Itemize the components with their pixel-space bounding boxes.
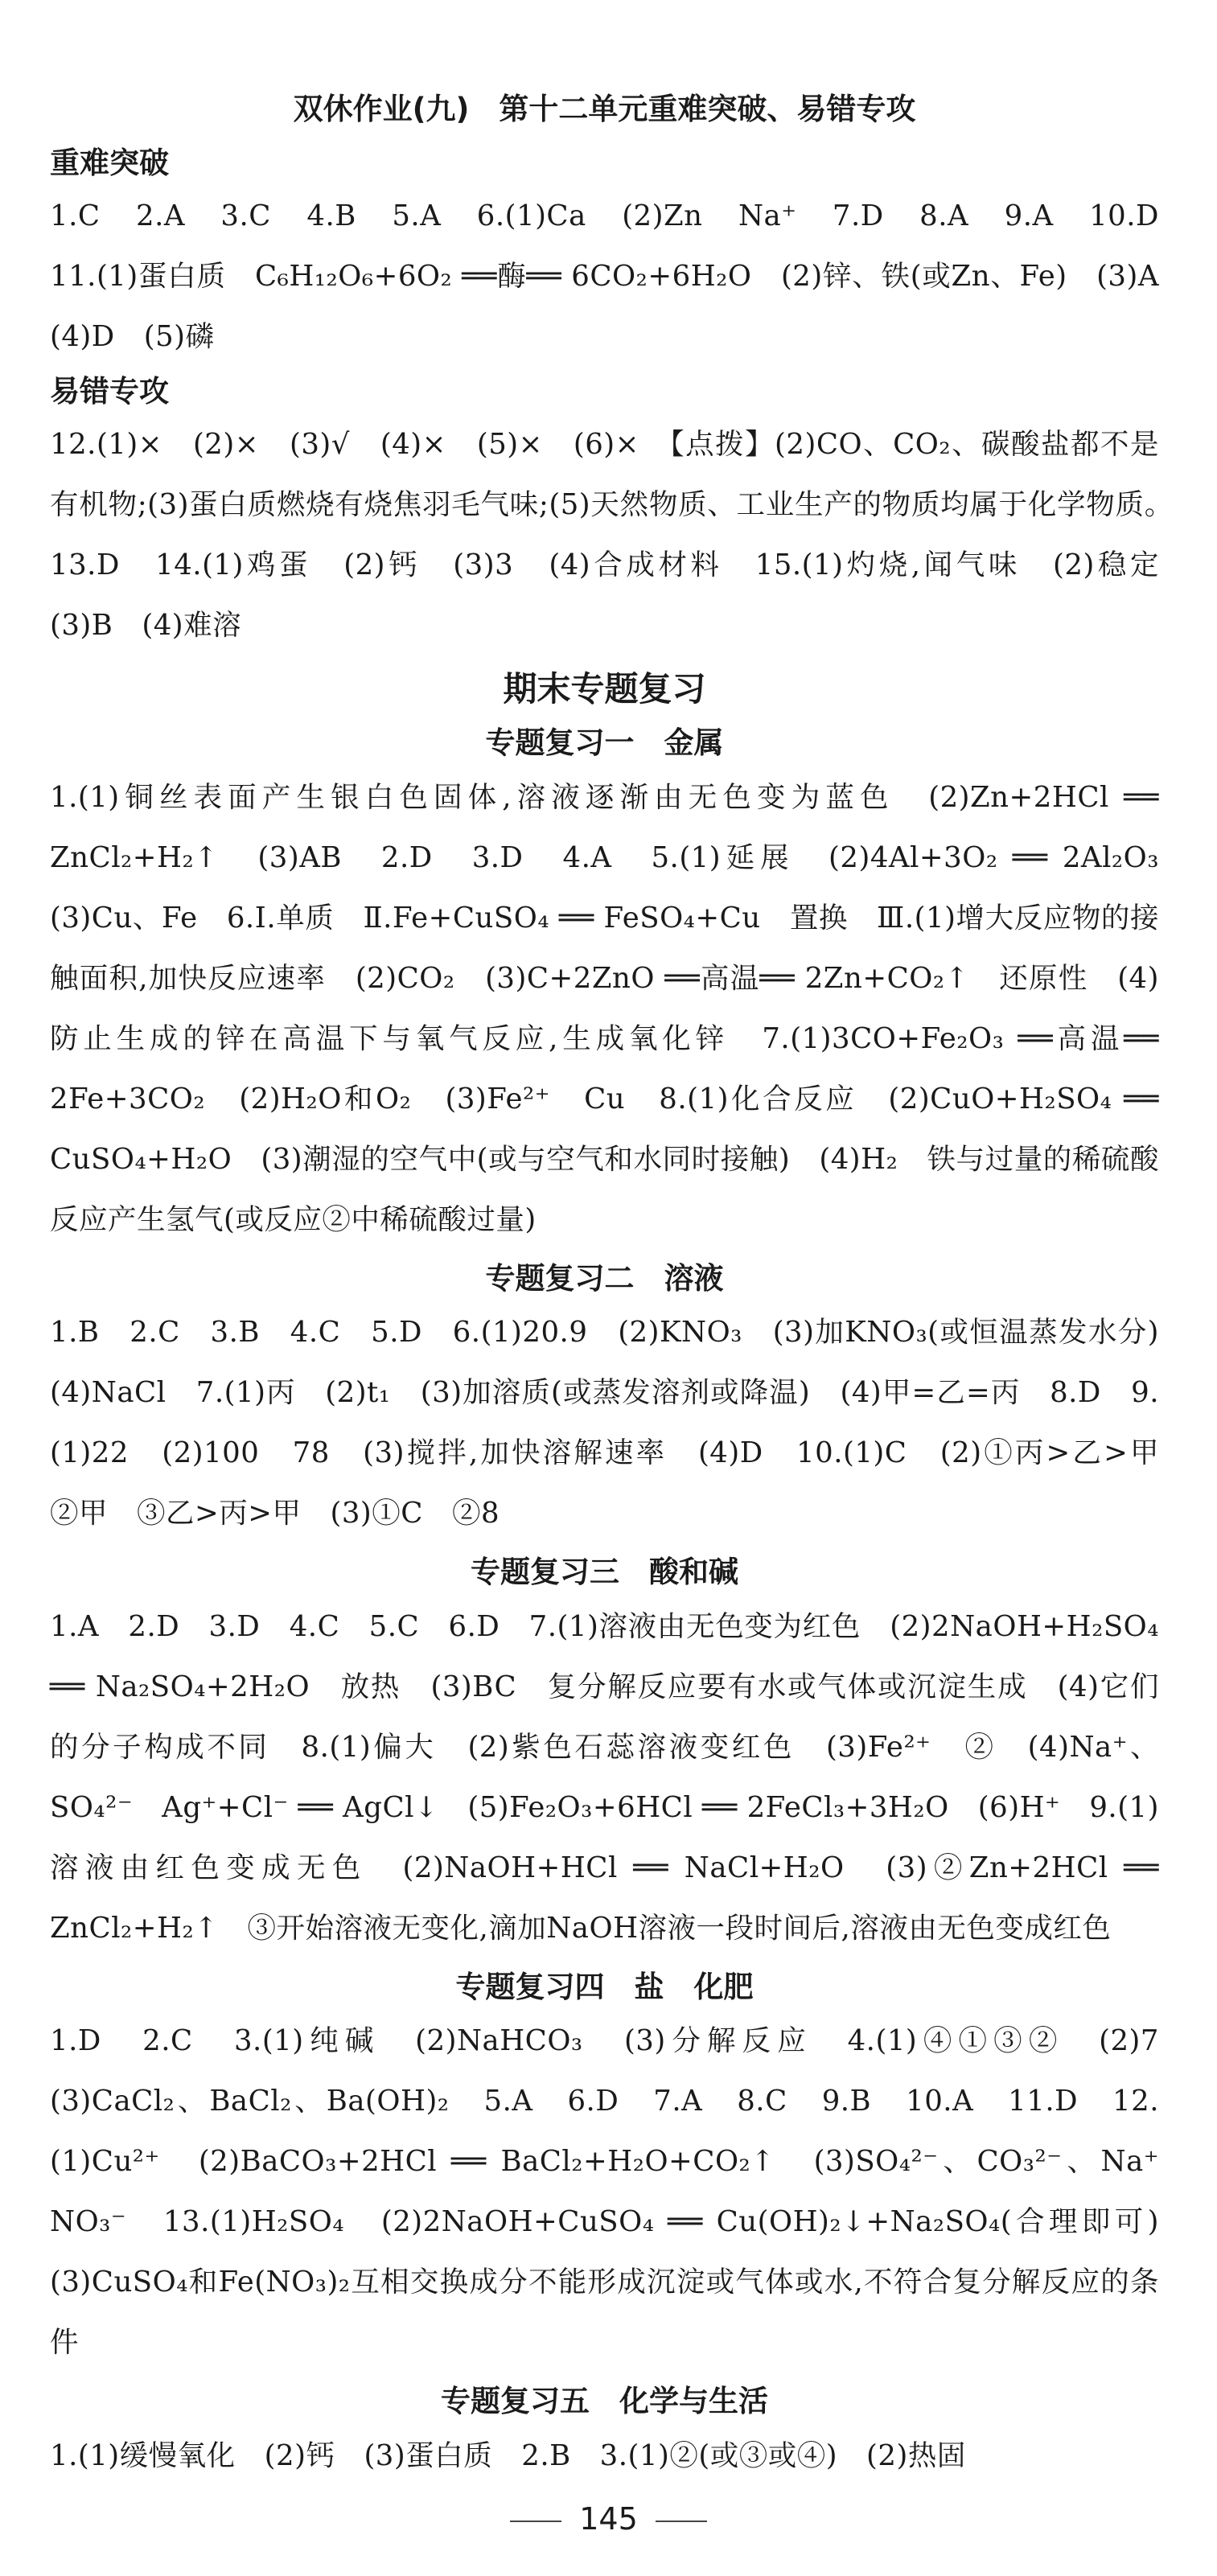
page-title: 双休作业(九) 第十二单元重难突破、易错专攻 (293, 92, 916, 126)
sub-heading-error-prone: 易错专攻 (50, 373, 169, 409)
topic-title-solutions: 专题复习二 溶液 (485, 1260, 724, 1296)
answers-solutions: 1.B 2.C 3.B 4.C 5.D 6.(1)20.9 (2)KNO₃ (3)加KNO₃(或恒温蒸发水分) (4)NaCl 7.(1)丙 (2)t₁ (3)加溶质(或蒸发溶剂或降温) (4)甲=乙=丙 8.D 9.(1)22 (2)100 78 (3)搅拌,加快溶解速率 (4)D 10.(1)C (2)①丙>乙>甲 ②甲 ③乙>丙>甲 (3)①C ②8 (50, 1316, 1189, 1530)
answers-key-difficulties: 1.C 2.A 3.C 4.B 5.A 6.(1)Ca (2)Zn Na⁺ 7.D 8.A 9.A 10.D 11.(1)蛋白质 C₆H₁₂O₆+6O₂ ══酶══ 6CO₂+6H₂O (2)锌、铁(或Zn、Fe) (3)A (4)D (5)磷 (50, 199, 1189, 353)
topic-title-metals: 专题复习一 金属 (485, 725, 724, 761)
answers-salts-fertilizers: 1.D 2.C 3.(1)纯碱 (2)NaHCO₃ (3)分解反应 4.(1)④①③② (2)7 (3)CaCl₂、BaCl₂、Ba(OH)₂ 5.A 6.D 7.A 8.C 9.B 10.A 11.D 12.(1)Cu²⁺ (2)BaCO₃+2HCl ══ BaCl₂+H₂O+CO₂↑ (3)SO₄²⁻、CO₃²⁻、Na⁺ NO₃⁻ 13.(1)H₂SO₄ (2)2NaOH+CuSO₄ ══ Cu(OH)₂↓+Na₂SO₄(合理即可) (3)CuSO₄和Fe(NO₃)₂互相交换成分不能形成沉淀或气体或水,不符合复分解反应的条件 (50, 2024, 1189, 2360)
left-dash-divider (510, 2521, 561, 2522)
topic-title-chemistry-life: 专题复习五 化学与生活 (441, 2384, 768, 2419)
answers-chemistry-life: 1.(1)缓慢氧化 (2)钙 (3)蛋白质 2.B 3.(1)②(或③或④) (2)热固 (50, 2438, 966, 2472)
sub-heading-key-difficulties: 重难突破 (50, 145, 169, 180)
topic-title-acids-bases: 专题复习三 酸和碱 (471, 1555, 738, 1590)
page-number: 145 (579, 2501, 638, 2537)
topic-title-salts-fertilizers: 专题复习四 盐 化肥 (455, 1969, 754, 2004)
answers-acids-bases: 1.A 2.D 3.D 4.C 5.C 6.D 7.(1)溶液由无色变为红色 (2)2NaOH+H₂SO₄ ══ Na₂SO₄+2H₂O 放热 (3)BC 复分解反应要有水或气体或沉淀生成 (4)它们的分子构成不同 8.(1)偏大 (2)紫色石蕊溶液变红色 (3)Fe²⁺ ② (4)Na⁺、SO₄²⁻ Ag⁺+Cl⁻ ══ AgCl↓ (5)Fe₂O₃+6HCl ══ 2FeCl₃+3H₂O (6)H⁺ 9.(1)溶液由红色变成无色 (2)NaOH+HCl ══ NaCl+H₂O (3)②Zn+2HCl ══ ZnCl₂+H₂↑ ③开始溶液无变化,滴加NaOH溶液一段时间后,溶液由无色变成红色 (50, 1609, 1159, 1945)
right-dash-divider (656, 2521, 707, 2522)
answers-metals: 1.(1)铜丝表面产生银白色固体,溶液逐渐由无色变为蓝色 (2)Zn+2HCl ══ ZnCl₂+H₂↑ (3)AB 2.D 3.D 4.A 5.(1)延展 (2)4Al+3O₂ ══ 2Al₂O₃ (3)Cu、Fe 6.Ⅰ.单质 Ⅱ.Fe+CuSO₄ ══ FeSO₄+Cu 置换 Ⅲ.(1)增大反应物的接触面积,加快反应速率 (2)CO₂ (3)C+2ZnO ══高温══ 2Zn+CO₂↑ 还原性 (4)防止生成的锌在高温下与氧气反应,生成氧化锌 7.(1)3CO+Fe₂O₃ ══高温══ 2Fe+3CO₂ (2)H₂O和O₂ (3)Fe²⁺ Cu 8.(1)化合反应 (2)CuO+H₂SO₄ ══ CuSO₄+H₂O (3)潮湿的空气中(或与空气和水同时接触) (4)H₂ 铁与过量的稀硫酸反应产生氢气(或反应②中稀硫酸过量) (50, 780, 1189, 1236)
answers-error-prone: 12.(1)× (2)× (3)√ (4)× (5)× (6)× 【点拨】(2)CO、CO₂、碳酸盐都不是有机物;(3)蛋白质燃烧有烧焦羽毛气味;(5)天然物质、工业生产的物质均属于化学物质。 13.D 14.(1)鸡蛋 (2)钙 (3)3 (4)合成材料 15.(1)灼烧,闻气味 (2)稳定 (3)B (4)难溶 (50, 428, 1189, 643)
page-number-footer (0, 2501, 1217, 2537)
final-review-title: 期末专题复习 (503, 669, 706, 709)
